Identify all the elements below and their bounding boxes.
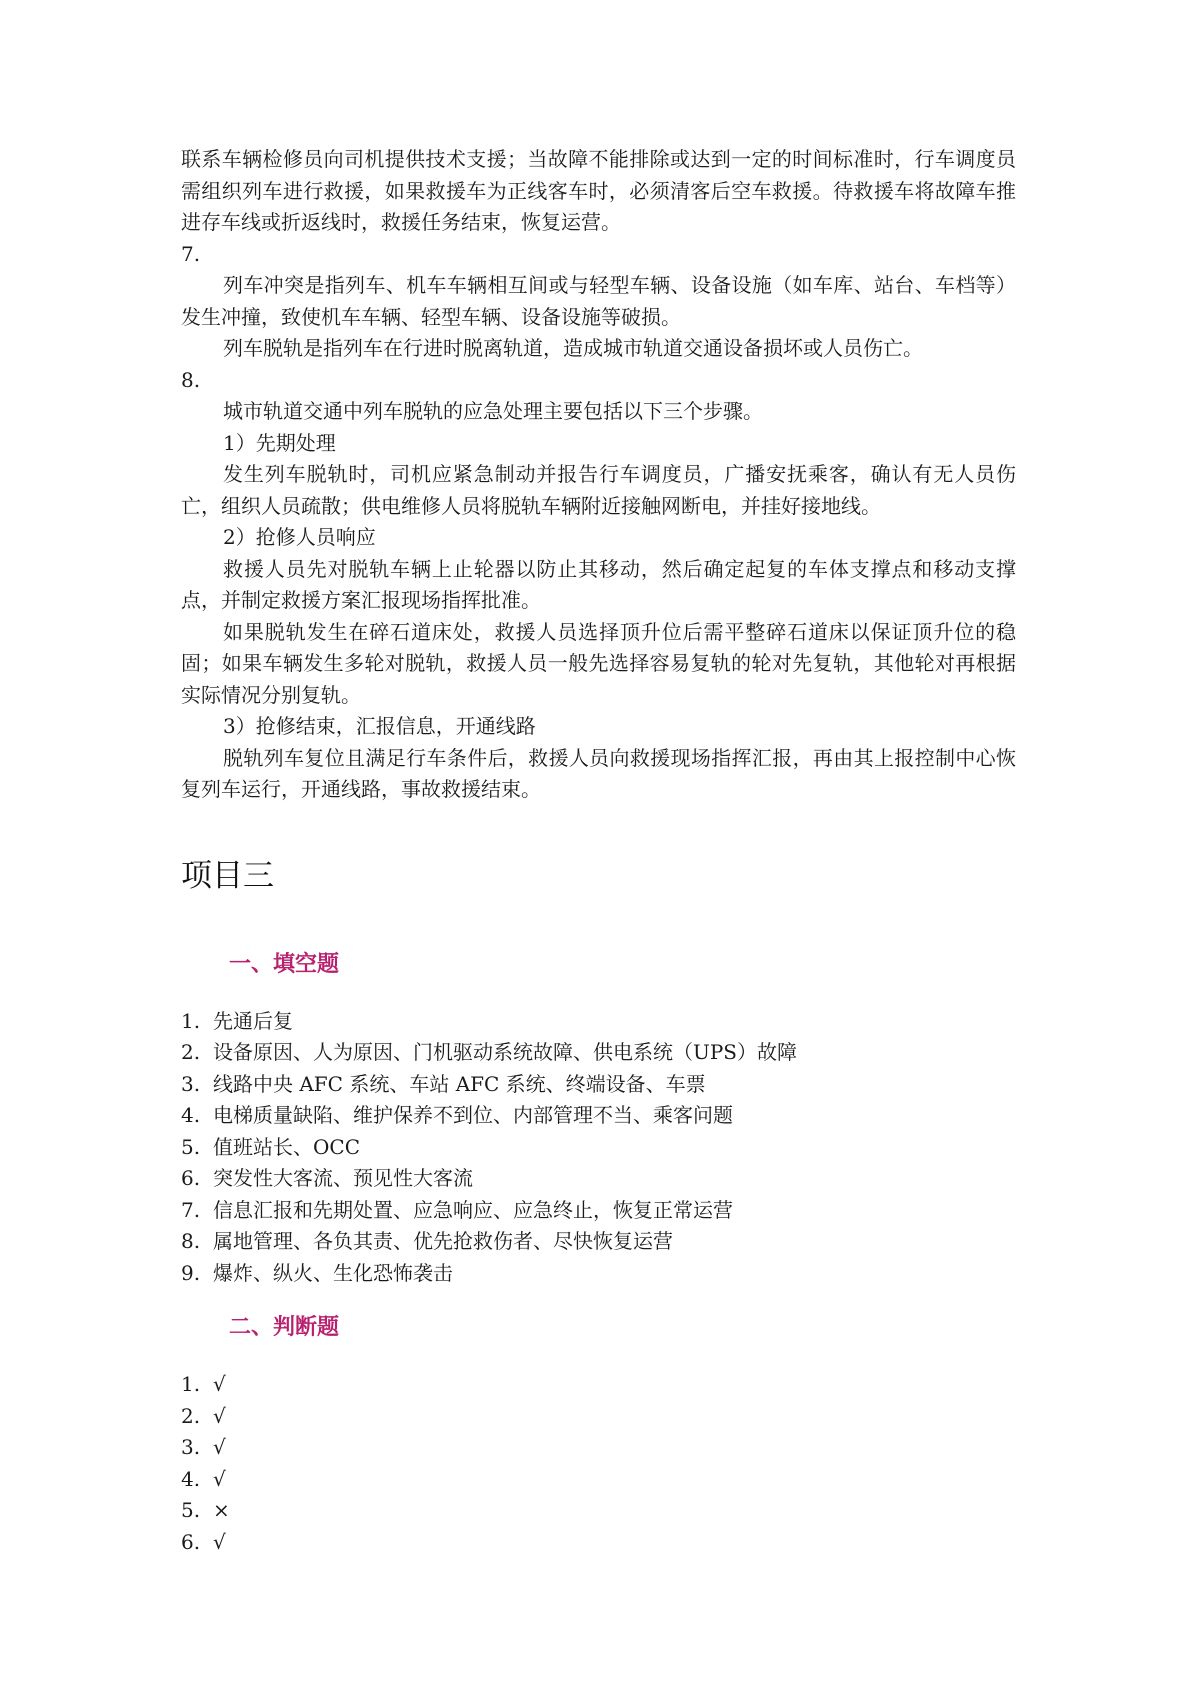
item-number: 3.	[181, 1435, 201, 1459]
question-8-paragraph: 脱轨列车复位且满足行车条件后，救援人员向救援现场指挥汇报，再由其上报控制中心恢复列车运行，开通线路，事故救援结束。	[181, 745, 1016, 801]
question-8-number: 8.	[181, 367, 201, 392]
item-text: 先通后复	[213, 1008, 293, 1033]
item-text: 突发性大客流、预见性大客流	[213, 1166, 473, 1190]
list-item	[181, 1464, 1016, 1496]
list-item	[181, 1006, 1016, 1038]
list-item	[181, 1401, 1016, 1433]
item-number: 5.	[181, 1134, 201, 1159]
item-mark: ×	[213, 1498, 230, 1522]
item-number: 8.	[181, 1229, 201, 1253]
list-item	[181, 1195, 1016, 1227]
question-8-paragraph: 城市轨道交通中列车脱轨的应急处理主要包括以下三个步骤。	[223, 399, 763, 423]
question-7-paragraph: 列车冲突是指列车、机车车辆相互间或与轻型车辆、设备设施（如车库、站台、车档等）发生冲撞，致使机车车辆、轻型车辆、设备设施等破损。	[181, 273, 1016, 329]
list-item	[181, 1037, 1016, 1069]
item-number: 3.	[181, 1071, 201, 1096]
item-text: 属地管理、各负其责、优先抢救伤者、尽快恢复运营	[213, 1229, 673, 1253]
item-text: 设备原因、人为原因、门机驱动系统故障、供电系统（UPS）故障	[213, 1040, 798, 1064]
list-item	[181, 1258, 1016, 1290]
question-8-step-heading: 2）抢修人员响应	[223, 525, 376, 549]
question-7-number: 7.	[181, 241, 201, 266]
item-text: 爆炸、纵火、生化恐怖袭击	[213, 1260, 453, 1285]
question-8-step-heading: 1）先期处理	[223, 430, 336, 455]
section-true-false-title: 二、判断题	[229, 1315, 340, 1340]
list-item	[181, 1069, 1016, 1101]
item-number: 2.	[181, 1040, 201, 1064]
list-item	[181, 1132, 1016, 1164]
item-mark: √	[213, 1466, 226, 1491]
fill-blank-answer-list	[181, 1006, 1016, 1290]
item-number: 1.	[181, 1008, 201, 1033]
project-title: 项目三	[181, 857, 274, 894]
item-text: 线路中央 AFC 系统、车站 AFC 系统、终端设备、车票	[213, 1071, 706, 1096]
list-item	[181, 1495, 1016, 1527]
true-false-answer-list	[181, 1369, 1016, 1558]
item-text: 信息汇报和先期处置、应急响应、应急终止，恢复正常运营	[213, 1197, 733, 1222]
item-number: 1.	[181, 1372, 201, 1396]
question-8-paragraph: 如果脱轨发生在碎石道床处，救援人员选择顶升位后需平整碎石道床以保证顶升位的稳固；如果车辆发生多轮对脱轨，救援人员一般先选择容易复轨的轮对先复轨，其他轮对再根据实际情况分别复轨。	[181, 619, 1016, 707]
item-text: 值班站长、OCC	[213, 1134, 361, 1159]
item-text: 电梯质量缺陷、维护保养不到位、内部管理不当、乘客问题	[213, 1103, 733, 1127]
question-8-paragraph: 发生列车脱轨时，司机应紧急制动并报告行车调度员，广播安抚乘客，确认有无人员伤亡，组织人员疏散；供电维修人员将脱轨车辆附近接触网断电，并挂好接地线。	[181, 462, 1016, 518]
list-item	[181, 1527, 1016, 1559]
item-number: 4.	[181, 1466, 201, 1491]
item-mark: √	[213, 1372, 226, 1396]
list-item	[181, 1226, 1016, 1258]
item-number: 6.	[181, 1529, 201, 1554]
intro-paragraph: 联系车辆检修员向司机提供技术支援；当故障不能排除或达到一定的时间标准时，行车调度员需组织列车进行救援，如果救援车为正线客车时，必须清客后空车救援。待救援车将故障车推进存车线或折返线时，救援任务结束，恢复运营。	[181, 147, 1016, 234]
question-8-step-heading: 3）抢修结束，汇报信息，开通线路	[223, 714, 536, 738]
list-item	[181, 1163, 1016, 1195]
list-item	[181, 1100, 1016, 1132]
document-page	[181, 144, 1016, 1558]
item-mark: √	[213, 1403, 226, 1428]
item-number: 9.	[181, 1260, 201, 1285]
question-7-paragraph: 列车脱轨是指列车在行进时脱离轨道，造成城市轨道交通设备损坏或人员伤亡。	[223, 336, 923, 360]
item-number: 2.	[181, 1403, 201, 1428]
list-item	[181, 1432, 1016, 1464]
list-item	[181, 1369, 1016, 1401]
item-number: 5.	[181, 1498, 201, 1522]
section-fill-blank-title: 一、填空题	[229, 951, 340, 977]
item-mark: √	[213, 1435, 226, 1459]
item-number: 6.	[181, 1166, 201, 1190]
question-8-paragraph: 救援人员先对脱轨车辆上止轮器以防止其移动，然后确定起复的车体支撑点和移动支撑点，并制定救援方案汇报现场指挥批准。	[181, 556, 1016, 612]
item-number: 4.	[181, 1103, 201, 1127]
item-mark: √	[213, 1529, 226, 1554]
item-number: 7.	[181, 1197, 201, 1222]
